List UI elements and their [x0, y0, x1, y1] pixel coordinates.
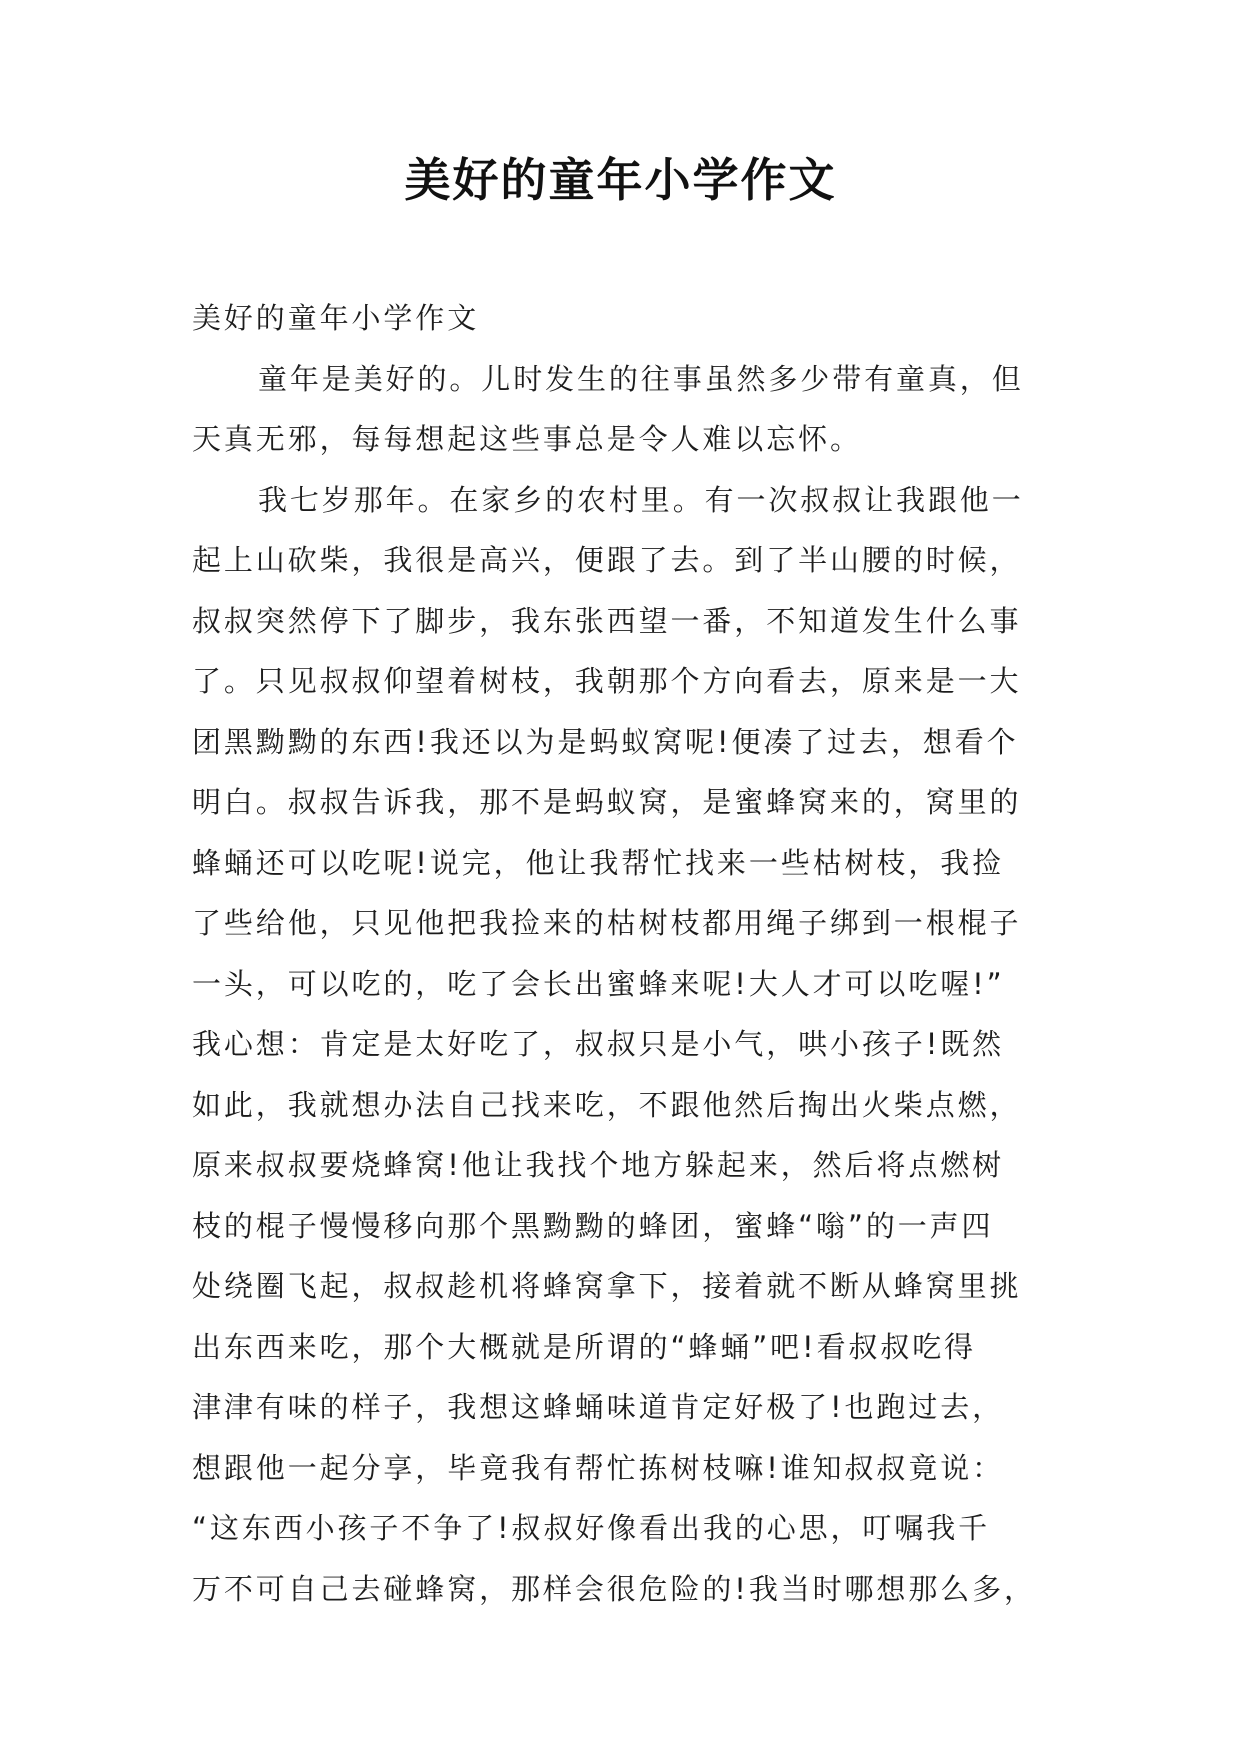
text-line: 起上山砍柴，我很是高兴，便跟了去。到了半山腰的时候，	[192, 543, 1022, 577]
text-line: “这东西小孩子不争了!叔叔好像看出我的心思，叮嘱我千	[192, 1511, 991, 1545]
text-line: 我七岁那年。在家乡的农村里。有一次叔叔让我跟他一	[258, 482, 1024, 517]
text-line: 团黑黝黝的东西!我还以为是蚂蚁窝呢!便凑了过去，想看个	[192, 724, 1019, 759]
text-line: 想跟他一起分享，毕竟我有帮忙拣树枝嘛!谁知叔叔竟说：	[192, 1450, 1005, 1485]
document-title: 美好的童年小学作文	[404, 153, 837, 207]
text-line: 一头，可以吃的，吃了会长出蜜蜂来呢!大人才可以吃喔!”	[192, 966, 1005, 1001]
text-line: 了。只见叔叔仰望着树枝，我朝那个方向看去，原来是一大	[192, 664, 1022, 698]
text-line: 如此，我就想办法自己找来吃，不跟他然后掏出火柴点燃，	[192, 1087, 1022, 1122]
text-line: 天真无邪，每每想起这些事总是令人难以忘怀。	[192, 422, 862, 456]
text-line: 叔叔突然停下了脚步，我东张西望一番，不知道发生什么事	[192, 603, 1022, 638]
text-line: 童年是美好的。儿时发生的往事虽然多少带有童真，但	[258, 361, 1024, 396]
text-line: 原来叔叔要烧蜂窝!他让我找个地方躲起来，然后将点燃树	[192, 1148, 1005, 1182]
text-line: 出东西来吃，那个大概就是所谓的“蜂蛹”吧!看叔叔吃得	[192, 1329, 977, 1364]
text-line: 枝的棍子慢慢移向那个黑黝黝的蜂团，蜜蜂“嗡”的一声四	[192, 1208, 994, 1243]
text-line: 蜂蛹还可以吃呢!说完，他让我帮忙找来一些枯树枝，我捡	[192, 845, 1005, 880]
text-line: 我心想：肯定是太好吃了，叔叔只是小气，哄小孩子!既然	[192, 1027, 1005, 1061]
text-line: 处绕圈飞起，叔叔趁机将蜂窝拿下，接着就不断从蜂窝里挑	[192, 1269, 1022, 1303]
text-line: 万不可自己去碰蜂窝，那样会很危险的!我当时哪想那么多，	[192, 1571, 1036, 1606]
text-line: 了些给他，只见他把我捡来的枯树枝都用绳子绑到一根棍子	[192, 906, 1022, 940]
text-line: 津津有味的样子，我想这蜂蛹味道肯定好极了!也跑过去，	[192, 1390, 1005, 1424]
text-line: 明白。叔叔告诉我，那不是蚂蚁窝，是蜜蜂窝来的，窝里的	[192, 785, 1022, 819]
text-line: 美好的童年小学作文	[192, 301, 480, 335]
document-body	[192, 288, 1060, 1619]
